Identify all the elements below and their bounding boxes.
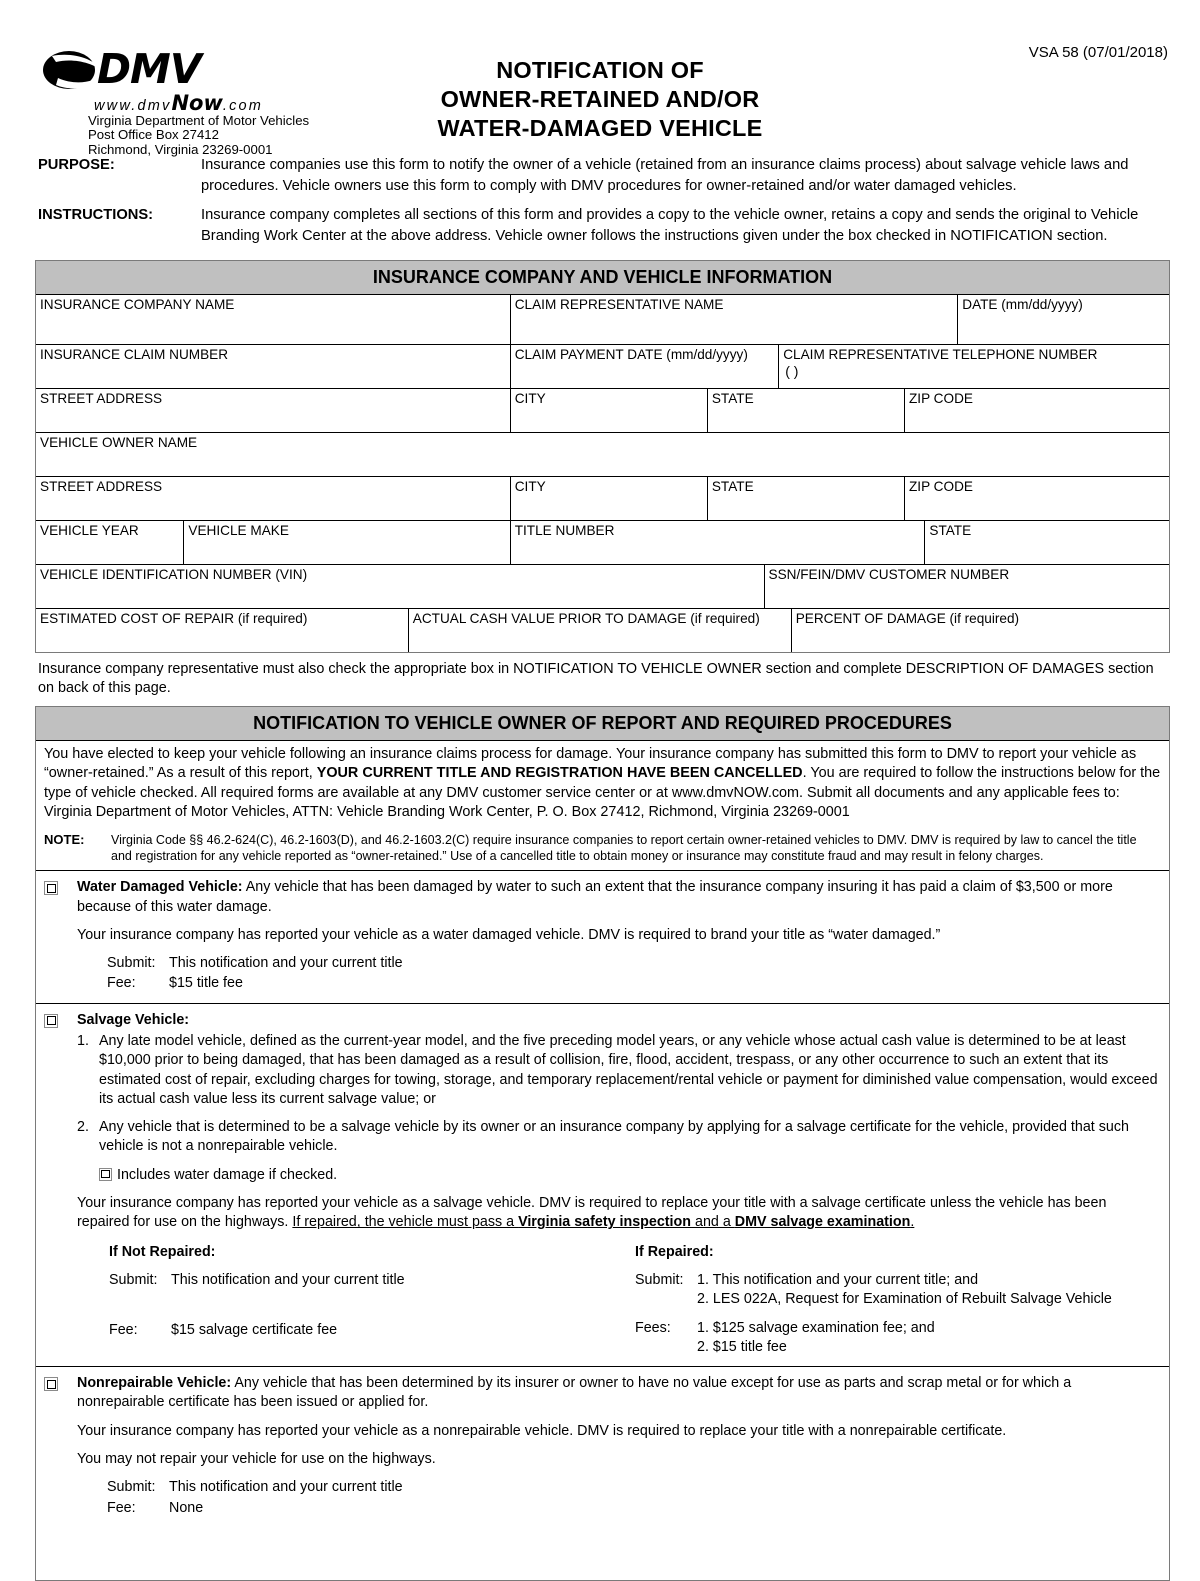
water-damaged-reported: Your insurance company has reported your vehicle as a water damaged vehicle. DMV is required to brand your title as “water damaged.” [77,926,941,943]
field-vehicle-make[interactable] [184,521,510,564]
field-vehicle-year[interactable] [36,521,184,564]
field-label: STREET ADDRESS [40,479,163,494]
water-damaged-checkbox-cell[interactable] [44,878,77,993]
field-claim-representative-name[interactable] [511,295,959,344]
water-damaged-definition [77,878,1161,917]
submit-value-1: 1. This notification and your current title; and [697,1271,979,1288]
field-label: INSURANCE COMPANY NAME [40,297,235,312]
field-insurance-claim-number[interactable] [36,345,511,388]
includes-water-damage-label: Includes water damage if checked. [117,1166,338,1183]
checkbox-icon[interactable] [99,1168,112,1181]
field-label: VEHICLE IDENTIFICATION NUMBER (VIN) [40,567,308,582]
url-suffix: .com [222,98,264,114]
field-label: CITY [514,479,546,494]
if-not-repaired-column [109,1243,635,1357]
field-actual-cash-value[interactable] [409,609,792,652]
dmv-salvage-examination-emphasis: DMV salvage examination [734,1214,911,1231]
if-repaired-submit-2: 2. LES 022A, Request for Examination of Rebuilt Salvage Vehicle [697,1291,1112,1308]
table-row [36,565,1169,609]
field-label: ACTUAL CASH VALUE PRIOR TO DAMAGE (if required) [412,611,760,626]
intro-block [38,155,1170,246]
url-prefix: www.dmv [94,98,172,114]
field-claim-representative-telephone[interactable] [779,345,1169,388]
nonrepairable-no-repair: You may not repair your vehicle for use on the highways. [77,1451,436,1468]
salvage-content [77,1011,1161,1357]
agency-name: Virginia Department of Motor Vehicles [88,113,310,128]
purpose-label: PURPOSE: [38,157,115,173]
field-label: CITY [514,391,546,406]
if-repaired-fees-2: 2. $15 title fee [697,1338,787,1355]
field-label: INSURANCE CLAIM NUMBER [40,347,229,362]
table-row [36,295,1169,345]
form-header [0,0,1200,155]
salvage-repaired-underline [292,1214,914,1230]
form-number: VSA 58 (07/01/2018) [1028,44,1168,61]
nonrepairable-submit-line [77,1478,1161,1497]
table-row [36,433,1169,477]
field-vehicle-owner-name[interactable] [36,433,1169,476]
fee-value: $15 title fee [169,975,243,992]
water-damaged-vehicle-block [36,871,1169,1003]
table-row [36,345,1169,389]
title-line-3: WATER-DAMAGED VEHICLE [437,115,763,141]
water-damaged-submit-line [77,954,1161,973]
salvage-definition-list [77,1032,1161,1157]
nonrepairable-definition-text: Any vehicle that has been determined by its insurer or owner to have no value except for use as parts and scrap metal or for which a nonrepairable certificate has been issued or applied for. [77,1375,1072,1411]
title-line-1: NOTIFICATION OF [496,57,704,83]
field-insurer-street-address[interactable] [36,389,511,432]
fee-label: Fee: [107,1499,136,1516]
purpose-text: Insurance companies use this form to notify the owner of a vehicle (retained from an insurance claims process) about salvage vehicle laws and procedures. Vehicle owners use this form to comply with DMV procedures for owner-retained and/or water damaged vehicles. [201,157,1129,194]
url-now: Now [171,91,223,115]
submit-label: Submit: [109,1271,158,1288]
agency-po-box: Post Office Box 27412 [88,127,219,143]
fee-value: $15 salvage certificate fee [171,1322,338,1339]
field-label: ESTIMATED COST OF REPAIR (if required) [40,611,308,626]
submit-label: Submit: [107,1479,156,1496]
field-owner-street-address[interactable] [36,477,511,520]
insurance-vehicle-information-section [35,260,1170,653]
fee-label: Fee: [109,1322,138,1339]
checkbox-icon[interactable] [44,881,58,895]
agency-city-state-zip: Richmond, Virginia 23269-0001 [88,141,273,157]
salvage-repair-columns [77,1243,1161,1357]
nonrepairable-reported: Your insurance company has reported your vehicle as a nonrepairable vehicle. DMV is required to replace your title with a nonrepairable certificate. [77,1422,1007,1439]
virginia-safety-inspection-emphasis: Virginia safety inspection [518,1214,692,1231]
field-vin[interactable] [36,565,765,608]
dmv-wordmark: DMV [97,45,201,93]
field-claim-payment-date[interactable] [511,345,780,388]
field-owner-city[interactable] [511,477,708,520]
submit-label: Submit: [107,955,156,972]
note-label: NOTE: [44,831,85,847]
repaired-conjunction: and a [691,1214,735,1231]
page-title [0,56,1200,143]
field-label: ZIP CODE [909,479,973,494]
intro-part-a: You have elected to keep your vehicle following an insurance claims process for damage. Your insurance company has submitted this form to DMV to report your vehicle as “owner-retained.” As a result of this report, [44,746,1137,782]
submit-value: This notification and your current title [169,1479,403,1496]
salvage-checkbox-cell[interactable] [44,1011,77,1357]
if-not-repaired-heading: If Not Repaired: [109,1243,216,1260]
note-text: Virginia Code §§ 46.2-624(C), 46.2-1603(D), and 46.2-1603.2(C) require insurance companies to report certain owner-retained vehicles to DMV. DMV is required by law to cancel the title and registration for any vehicle reported as “owner-retained.” Use of a cancelled title to obtain money or insurance may constitute fraud and may result in felony charges. [111,832,1137,863]
water-damaged-fee-line [77,974,1161,993]
salvage-reported-text: Your insurance company has reported your vehicle as a salvage vehicle. DMV is required to replace your title with a salvage certificate unless the vehicle has been repaired for use on the highways. [77,1195,1107,1231]
insurance-field-grid [36,295,1169,652]
title-line-2: OWNER-RETAINED AND/OR [440,86,760,112]
insurance-section-band: INSURANCE COMPANY AND VEHICLE INFORMATION [36,261,1169,295]
if-not-repaired-fee [109,1321,635,1340]
notification-submit-address: Virginia Department of Motor Vehicles, ATTN: Vehicle Branding Work Center, P. O. Box 27412, Richmond, Virginia 23269-0001 [44,804,850,821]
salvage-heading-line [77,1011,1161,1030]
table-row [36,609,1169,652]
field-insurer-city[interactable] [511,389,708,432]
nonrepairable-vehicle-block [36,1367,1169,1580]
salvage-reported-paragraph [77,1194,1161,1233]
field-label: STREET ADDRESS [40,391,163,406]
notification-intro [36,741,1169,828]
field-label: TITLE NUMBER [514,523,615,538]
field-label: ZIP CODE [909,391,973,406]
field-title-number[interactable] [511,521,926,564]
salvage-vehicle-block [36,1004,1169,1367]
list-item [77,1118,1161,1157]
list-item-number: 1. [77,1033,89,1049]
water-damaged-definition-text: Any vehicle that has been damaged by water to such an extent that the insurance company insuring it has paid a claim of $3,500 or more because of this water damage. [77,879,1113,915]
checkbox-icon[interactable] [44,1377,58,1391]
repaired-prefix: If repaired, the vehicle must pass a [292,1214,519,1231]
if-not-repaired-submit [109,1271,635,1290]
fees-value-1: 1. $125 salvage examination fee; and [697,1319,935,1336]
field-insurer-zip-code[interactable] [905,389,1169,432]
nonrepairable-heading: Nonrepairable Vehicle: [77,1375,232,1392]
title-cancelled-emphasis: YOUR CURRENT TITLE AND REGISTRATION HAVE BEEN CANCELLED [316,765,803,782]
notification-to-vehicle-owner-section [35,706,1170,1581]
instructions-label: INSTRUCTIONS: [38,207,154,223]
legal-note-row [36,828,1169,872]
nonrepairable-fee-line [77,1499,1161,1518]
representative-checkbox-note: Insurance company representative must also check the appropriate box in NOTIFICATION TO VEHICLE OWNER section and complete DESCRIPTION OF DAMAGES section on back of this page. [38,661,1154,696]
field-label: CLAIM PAYMENT DATE (mm/dd/yyyy) [514,347,748,362]
if-repaired-heading: If Repaired: [635,1243,714,1260]
column-spacer [109,1290,635,1302]
submit-value: This notification and your current title [171,1271,405,1288]
submit-label: Submit: [635,1271,684,1288]
telephone-parentheses: ( ) [785,363,799,379]
field-label: CLAIM REPRESENTATIVE TELEPHONE NUMBER [783,347,1098,362]
notification-section-band: NOTIFICATION TO VEHICLE OWNER OF REPORT AND REQUIRED PROCEDURES [36,707,1169,741]
field-owner-state[interactable] [708,477,905,520]
instructions-row [38,205,1170,246]
if-repaired-column [635,1243,1161,1357]
nonrepairable-content [77,1374,1161,1518]
field-estimated-cost-of-repair[interactable] [36,609,409,652]
table-row [36,521,1169,565]
field-owner-zip-code[interactable] [905,477,1169,520]
field-ssn-fein-customer-number[interactable] [765,565,1169,608]
field-label: VEHICLE OWNER NAME [40,435,198,450]
nonrepairable-definition [77,1374,1161,1413]
purpose-row [38,155,1170,196]
notification-intro-paragraph [44,745,1161,803]
if-repaired-submit [635,1271,1161,1290]
list-item [77,1032,1161,1109]
field-label: CLAIM REPRESENTATIVE NAME [514,297,724,312]
includes-water-damage-line[interactable] [77,1166,1161,1185]
field-insurer-state[interactable] [708,389,905,432]
fee-value: None [169,1499,204,1516]
table-row [36,389,1169,433]
field-label: STATE [711,479,754,494]
submit-value: This notification and your current title [169,955,403,972]
repaired-period: . [910,1214,915,1231]
field-date[interactable] [958,295,1169,344]
field-insurance-company-name[interactable] [36,295,511,344]
fee-label: Fee: [107,975,136,992]
fees-label: Fees: [635,1319,671,1336]
list-item-text: Any late model vehicle, defined as the current-year model, and the five preceding model years, or any vehicle whose actual cash value is determined to be at least $10,000 prior to being damaged, that has been damaged as a result of collision, fire, flood, accident, trespass, or any other occurrence to such an extent that its estimated cost of repair, excluding charges for towing, storage, and temporary replacement/rental vehicle or payment for diminished value compensation, would exceed its actual cash value less its current salvage value; or [99,1033,1158,1107]
field-label: STATE [929,523,972,538]
nonrepairable-checkbox-cell[interactable] [44,1374,77,1518]
field-percent-of-damage[interactable] [792,609,1169,652]
field-label: DATE (mm/dd/yyyy) [962,297,1083,312]
water-damaged-heading: Water Damaged Vehicle: [77,879,243,896]
if-repaired-fees [635,1319,1161,1338]
field-label: PERCENT OF DAMAGE (if required) [795,611,1020,626]
list-item-text: Any vehicle that is determined to be a salvage vehicle by its owner or an insurance company by applying for a salvage certificate for the vehicle, provided that such vehicle is not a nonrepairable vehicle. [99,1119,1129,1155]
field-label: STATE [711,391,754,406]
field-label: VEHICLE YEAR [40,523,139,538]
checkbox-icon[interactable] [44,1014,58,1028]
salvage-heading: Salvage Vehicle: [77,1011,190,1028]
table-row [36,477,1169,521]
list-item-number: 2. [77,1119,89,1136]
instructions-text: Insurance company completes all sections of this form and provides a copy to the vehicle owner, retains a copy and sends the original to Vehicle Branding Work Center at the above address. Vehicle owner follows the instructions given under the box checked in NOTIFICATION section. [201,207,1139,244]
field-title-state[interactable] [925,521,1169,564]
field-label: SSN/FEIN/DMV CUSTOMER NUMBER [768,567,1010,582]
water-damaged-content [77,878,1161,993]
intro-part-b: . You are required to follow the instructions below for the type of vehicle checked. All required forms are available at any DMV customer service center or at www.dmvNOW.com. Submit all documents and any applicable fees to: [44,765,1161,801]
field-label: VEHICLE MAKE [188,523,289,538]
